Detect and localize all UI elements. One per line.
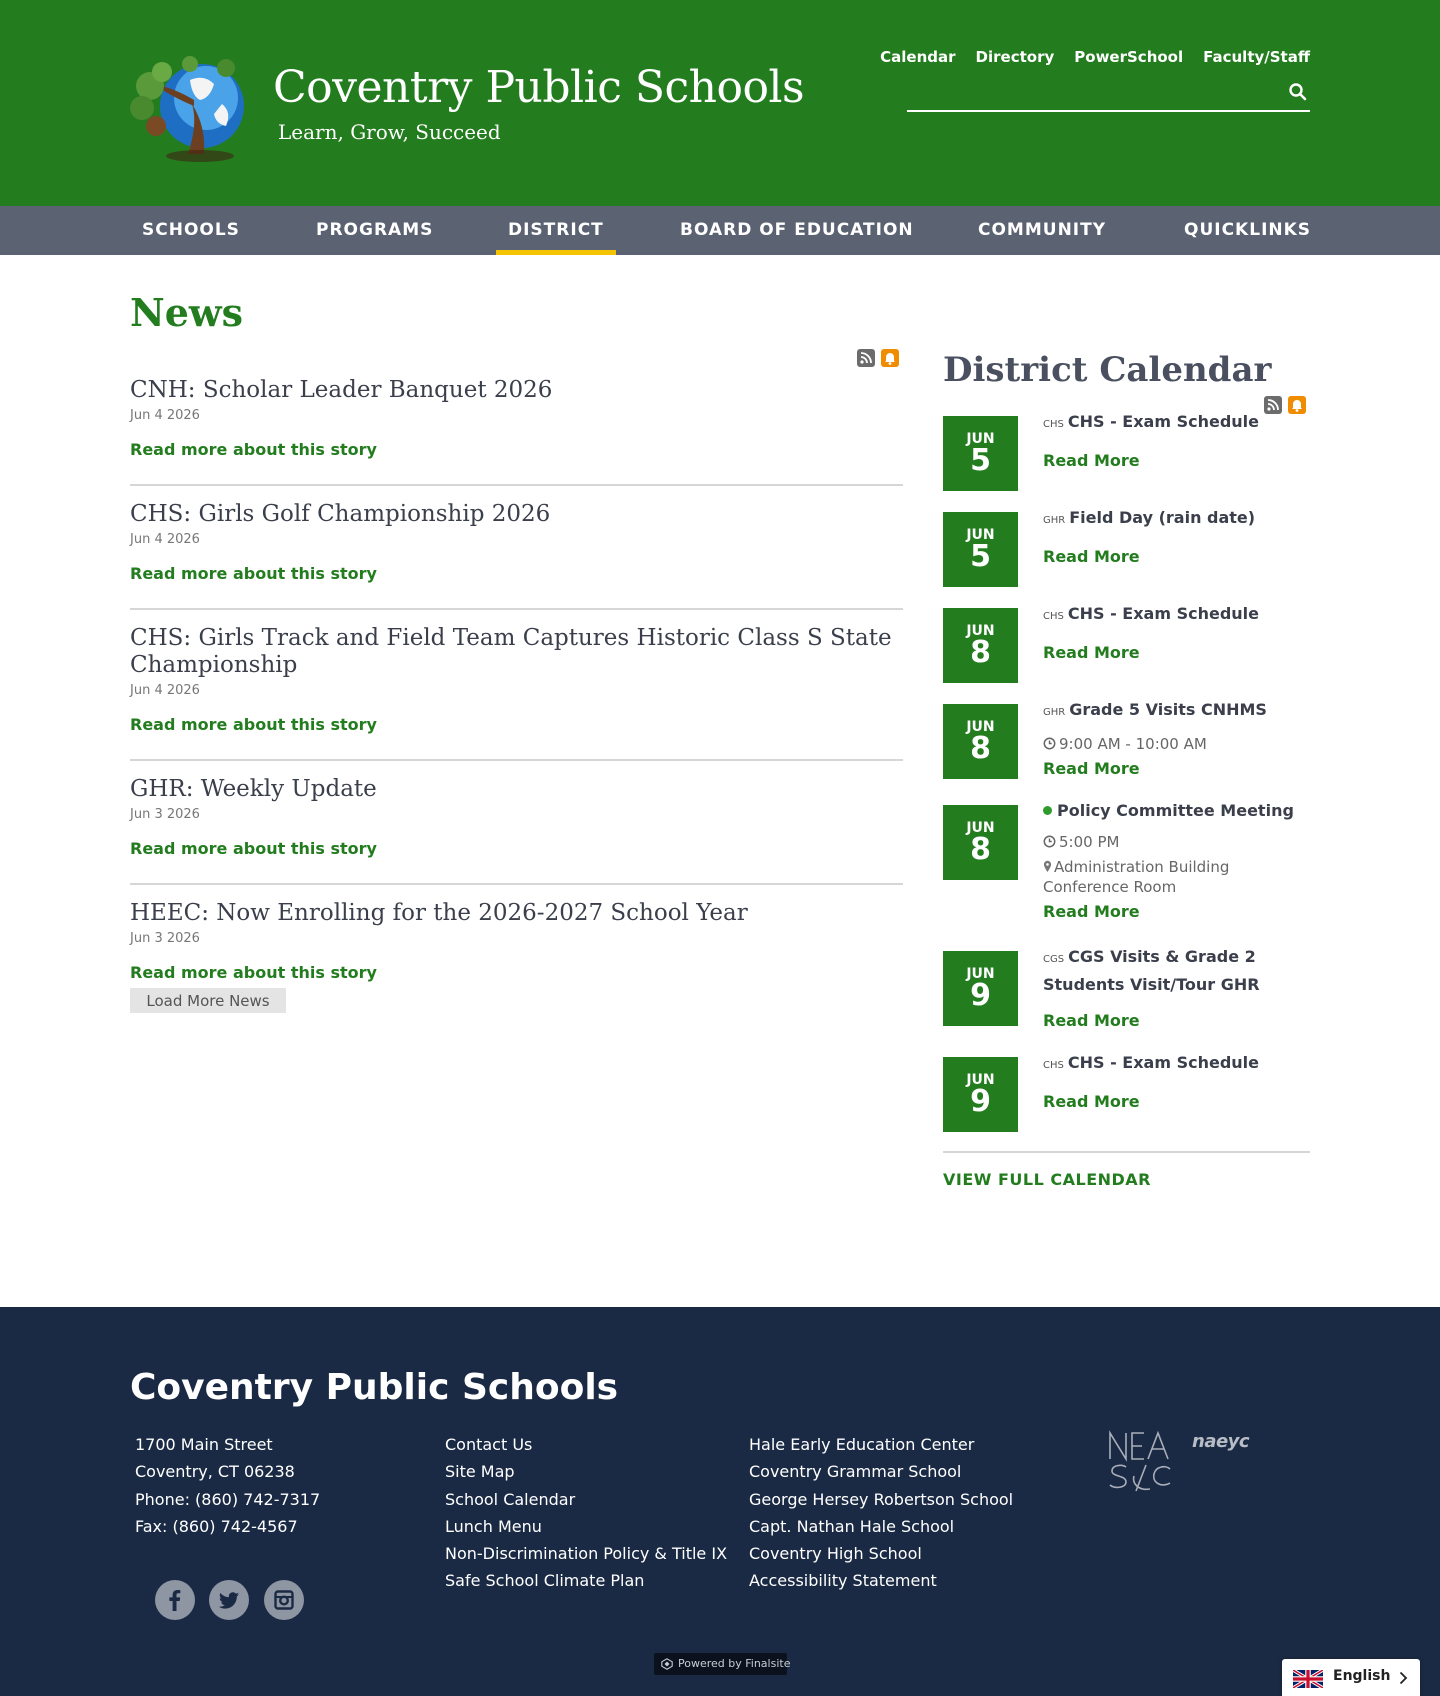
- language-selector[interactable]: [1282, 1659, 1420, 1696]
- news-date: Jun 3 2026: [130, 931, 200, 946]
- event-title-line[interactable]: [1043, 697, 1313, 725]
- rss-icon[interactable]: [857, 349, 875, 367]
- news-title[interactable]: CHS: Girls Track and Field Team Captures Historic Class S State Championship: [130, 625, 892, 678]
- event-read-more-link[interactable]: Read More: [1043, 759, 1140, 778]
- utility-nav: [880, 48, 1310, 66]
- event-location-text: Administration Building Conference Room: [1043, 858, 1230, 896]
- event-month: JUN: [966, 527, 995, 543]
- event-date-badge: [943, 951, 1018, 1026]
- event-date-badge: [943, 805, 1018, 880]
- event-month: JUN: [966, 966, 995, 982]
- event-title-line[interactable]: [1043, 409, 1313, 437]
- event-school-tag: CHS: [1043, 419, 1064, 430]
- event-day: 8: [970, 832, 991, 867]
- event-read-more-link[interactable]: Read More: [1043, 547, 1140, 566]
- event-title-line[interactable]: [1043, 944, 1313, 997]
- event-read-more-link[interactable]: Read More: [1043, 1092, 1140, 1111]
- address-fax: Fax: (860) 742-4567: [135, 1516, 298, 1536]
- news-title[interactable]: HEEC: Now Enrolling for the 2026-2027 School Year: [130, 900, 748, 926]
- event-title[interactable]: Policy Committee Meeting: [1057, 801, 1294, 820]
- footer-link-coventry-grammar[interactable]: Coventry Grammar School: [749, 1462, 962, 1482]
- news-item: [130, 501, 903, 583]
- logo-tree-globe-icon[interactable]: [128, 46, 276, 168]
- calendar-event: [1043, 697, 1313, 778]
- util-link-directory[interactable]: Directory: [975, 48, 1055, 66]
- event-school-tag: GHR: [1043, 707, 1066, 718]
- read-more-link[interactable]: Read more about this story: [130, 715, 377, 734]
- calendar-event: [1043, 1050, 1313, 1111]
- event-school-tag: GHR: [1043, 515, 1066, 526]
- event-school-tag: CHS: [1043, 1060, 1064, 1071]
- calendar-divider: [943, 1151, 1310, 1153]
- event-date-badge: [943, 704, 1018, 779]
- nav-item-schools[interactable]: SCHOOLS: [142, 220, 240, 240]
- footer-address: [135, 1431, 320, 1540]
- event-title[interactable]: Field Day (rain date): [1069, 508, 1256, 527]
- footer-link-nathan-hale[interactable]: Capt. Nathan Hale School: [749, 1516, 955, 1536]
- news-date: Jun 4 2026: [130, 683, 200, 698]
- page-title: News: [130, 290, 244, 335]
- event-title[interactable]: CGS Visits & Grade 2 Students Visit/Tour GHR: [1043, 947, 1260, 994]
- footer-link-lunch-menu[interactable]: Lunch Menu: [445, 1516, 542, 1536]
- event-title[interactable]: CHS - Exam Schedule: [1067, 412, 1260, 431]
- news-title[interactable]: CNH: Scholar Leader Banquet 2026: [130, 377, 553, 403]
- powered-by-badge[interactable]: [654, 1653, 791, 1675]
- naeyc-logo: naeyc: [1192, 1431, 1250, 1452]
- util-link-powerschool[interactable]: PowerSchool: [1074, 48, 1184, 66]
- neasc-logo: [1106, 1429, 1176, 1493]
- powered-by-text: Powered by Finalsite: [678, 1657, 791, 1670]
- event-school-tag: CGS: [1043, 954, 1065, 965]
- event-location: [1043, 857, 1313, 897]
- chevron-right-icon: [1398, 1671, 1408, 1685]
- footer-link-contact-us[interactable]: Contact Us: [445, 1435, 533, 1454]
- twitter-icon[interactable]: [209, 1580, 249, 1620]
- address-city: Coventry, CT 06238: [135, 1462, 295, 1482]
- footer-link-site-map[interactable]: Site Map: [445, 1462, 515, 1482]
- calendar-event: [1043, 798, 1313, 921]
- news-feed-icons: [857, 349, 899, 367]
- footer-link-accessibility[interactable]: Accessibility Statement: [749, 1571, 937, 1591]
- event-time: [1043, 832, 1313, 852]
- news-divider: [130, 484, 903, 486]
- util-link-calendar[interactable]: Calendar: [880, 48, 956, 66]
- footer-link-george-hersey[interactable]: George Hersey Robertson School: [749, 1489, 1014, 1509]
- news-item: [130, 900, 903, 982]
- event-time-text: 5:00 PM: [1059, 833, 1120, 851]
- footer-title: Coventry Public Schools: [130, 1367, 619, 1408]
- event-time-text: 9:00 AM - 10:00 AM: [1059, 735, 1207, 753]
- footer-link-coventry-high[interactable]: Coventry High School: [749, 1544, 922, 1564]
- instagram-icon[interactable]: [264, 1580, 304, 1620]
- event-read-more-link[interactable]: Read More: [1043, 643, 1140, 662]
- event-day: 5: [970, 539, 991, 574]
- finalsite-logo-icon: [661, 1658, 673, 1670]
- footer-links-primary: [445, 1431, 727, 1595]
- clock-icon: [1043, 737, 1056, 750]
- footer-links-schools: [749, 1431, 1013, 1595]
- event-title[interactable]: CHS - Exam Schedule: [1067, 604, 1260, 623]
- read-more-link[interactable]: Read more about this story: [130, 564, 377, 583]
- search-input[interactable]: [907, 76, 1267, 110]
- news-date: Jun 3 2026: [130, 807, 200, 822]
- event-read-more-link[interactable]: Read More: [1043, 902, 1140, 921]
- util-link-faculty-staff[interactable]: Faculty/Staff: [1203, 48, 1310, 66]
- nav-item-district[interactable]: DISTRICT: [508, 206, 604, 255]
- address-phone: Phone: (860) 742-7317: [135, 1489, 321, 1509]
- calendar-event: [1043, 601, 1313, 662]
- event-read-more-link[interactable]: Read More: [1043, 451, 1140, 470]
- event-day: 9: [970, 1084, 991, 1119]
- calendar-event: [1043, 944, 1313, 1030]
- footer-link-safe-school[interactable]: Safe School Climate Plan: [445, 1571, 645, 1591]
- load-more-news-button[interactable]: Load More News: [130, 988, 286, 1013]
- facebook-icon[interactable]: [155, 1580, 195, 1620]
- read-more-link[interactable]: Read more about this story: [130, 963, 377, 982]
- nav-item-community[interactable]: COMMUNITY: [978, 220, 1107, 240]
- event-title-line[interactable]: [1043, 1050, 1313, 1078]
- category-dot-icon: [1043, 806, 1052, 815]
- nav-item-board-of-education[interactable]: BOARD OF EDUCATION: [680, 220, 914, 240]
- news-divider: [130, 883, 903, 885]
- event-title-line[interactable]: [1043, 798, 1313, 823]
- search-icon[interactable]: [1288, 82, 1308, 102]
- search-bar: [907, 76, 1310, 112]
- language-label: English: [1333, 1668, 1391, 1684]
- event-month: JUN: [966, 719, 995, 735]
- event-title-line[interactable]: [1043, 505, 1313, 533]
- event-date-badge: [943, 512, 1018, 587]
- footer-link-school-calendar[interactable]: School Calendar: [445, 1489, 576, 1509]
- event-day: 9: [970, 978, 991, 1013]
- event-month: JUN: [966, 431, 995, 447]
- calendar-event: [1043, 409, 1313, 470]
- news-item: [130, 776, 903, 858]
- read-more-link[interactable]: Read more about this story: [130, 440, 377, 459]
- event-date-badge: [943, 608, 1018, 683]
- bell-icon[interactable]: [881, 349, 899, 367]
- calendar-event: [1043, 505, 1313, 566]
- read-more-link[interactable]: Read more about this story: [130, 839, 377, 858]
- nav-item-quicklinks[interactable]: QUICKLINKS: [1184, 220, 1312, 240]
- address-street: 1700 Main Street: [135, 1435, 273, 1454]
- event-date-badge: [943, 416, 1018, 491]
- event-read-more-link[interactable]: Read More: [1043, 1011, 1140, 1030]
- news-item: [130, 377, 903, 459]
- clock-icon: [1043, 835, 1056, 848]
- event-month: JUN: [966, 623, 995, 639]
- event-title-line[interactable]: [1043, 601, 1313, 629]
- site-footer: [0, 1307, 1440, 1696]
- news-date: Jun 4 2026: [130, 408, 200, 423]
- event-month: JUN: [966, 1072, 995, 1088]
- news-title[interactable]: CHS: Girls Golf Championship 2026: [130, 501, 551, 527]
- event-school-tag: CHS: [1043, 611, 1064, 622]
- footer-link-hale-early[interactable]: Hale Early Education Center: [749, 1435, 975, 1454]
- nav-item-programs[interactable]: PROGRAMS: [316, 220, 434, 240]
- event-day: 8: [970, 635, 991, 670]
- main-nav: [0, 206, 1440, 255]
- event-month: JUN: [966, 820, 995, 836]
- event-time: [1043, 734, 1313, 754]
- event-date-badge: [943, 1057, 1018, 1132]
- footer-link-non-discrimination[interactable]: Non-Discrimination Policy & Title IX: [445, 1544, 728, 1564]
- site-header: [0, 0, 1440, 206]
- news-divider: [130, 608, 903, 610]
- site-title[interactable]: Coventry Public Schools: [273, 62, 805, 113]
- news-date: Jun 4 2026: [130, 532, 200, 547]
- map-pin-icon: [1043, 860, 1052, 873]
- event-day: 5: [970, 443, 991, 478]
- news-divider: [130, 759, 903, 761]
- news-title[interactable]: GHR: Weekly Update: [130, 776, 377, 802]
- view-full-calendar-link[interactable]: VIEW FULL CALENDAR: [943, 1170, 1151, 1189]
- uk-flag-icon: [1293, 1670, 1323, 1688]
- calendar-title: District Calendar: [943, 350, 1272, 390]
- event-day: 8: [970, 731, 991, 766]
- event-title[interactable]: Grade 5 Visits CNHMS: [1069, 700, 1267, 719]
- site-tagline: Learn, Grow, Succeed: [278, 120, 501, 144]
- news-item: [130, 625, 903, 734]
- event-title[interactable]: CHS - Exam Schedule: [1067, 1053, 1260, 1072]
